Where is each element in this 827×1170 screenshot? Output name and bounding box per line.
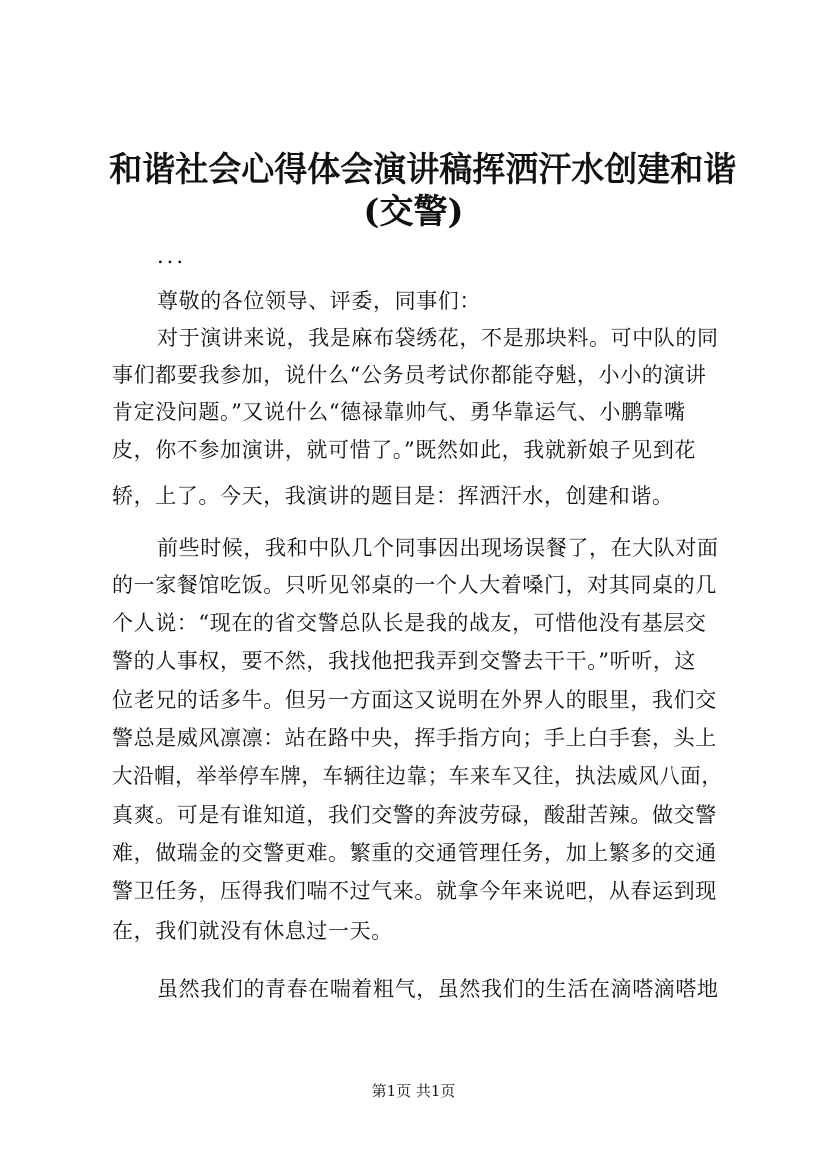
paragraph-line: 肯定没问题。”又说什么“德禄靠帅气、勇华靠运气、小鹏靠嘴 xyxy=(112,400,686,424)
paragraph-line: 个人说：“现在的省交警总队长是我的战友，可惜他没有基层交 xyxy=(112,611,707,635)
paragraph-line: 对于演讲来说，我是麻布袋绣花，不是那块料。可中队的同 xyxy=(157,326,719,350)
ellipsis-marker: ... xyxy=(157,244,187,268)
paragraph-line: 事们都要我参加，说什么“公务员考试你都能夺魁，小小的演讲 xyxy=(112,363,707,387)
paragraph-line: 位老兄的话多牛。但另一方面这又说明在外界人的眼里，我们交 xyxy=(112,688,717,712)
paragraph-line: 轿，上了。今天，我演讲的题目是：挥洒汗水，创建和谐。 xyxy=(112,484,674,508)
paragraph-line: 前些时候，我和中队几个同事因出现场误餐了，在大队对面 xyxy=(157,536,719,560)
paragraph-line: 在，我们就没有休息过一天。 xyxy=(112,919,393,943)
paragraph-line: 虽然我们的青春在喘着粗气，虽然我们的生活在滴嗒滴嗒地 xyxy=(157,977,719,1001)
document-title-line-2: (交警) xyxy=(363,192,464,232)
paragraph-line: 皮，你不参加演讲，就可惜了。”既然如此，我就新娘子见到花 xyxy=(112,438,697,462)
paragraph-line: 大沿帽，举举停车牌，车辆往边靠；车来车又往，执法威风八面， xyxy=(112,764,723,788)
paragraph-line: 警总是威风凛凛：站在路中央，挥手指方向；手上白手套，头上 xyxy=(112,726,717,750)
page-number-footer: 第1页 共1页 xyxy=(371,1082,456,1100)
paragraph-line: 警的人事权，要不然，我找他把我弄到交警去干干。”听听，这 xyxy=(112,649,697,673)
document-title-line-1: 和谐社会心得体会演讲稿挥洒汗水创建和谐 xyxy=(109,150,737,190)
salutation: 尊敬的各位领导、评委，同事们： xyxy=(157,289,481,313)
paragraph-line: 难，做瑞金的交警更难。繁重的交通管理任务，加上繁多的交通 xyxy=(112,841,717,865)
paragraph-line: 警卫任务，压得我们喘不过气来。就拿今年来说吧，从春运到现 xyxy=(112,879,717,903)
paragraph-line: 真爽。可是有谁知道，我们交警的奔波劳碌，酸甜苦辣。做交警 xyxy=(112,803,717,827)
paragraph-line: 的一家餐馆吃饭。只听见邻桌的一个人大着嗓门，对其同桌的几 xyxy=(112,573,717,597)
